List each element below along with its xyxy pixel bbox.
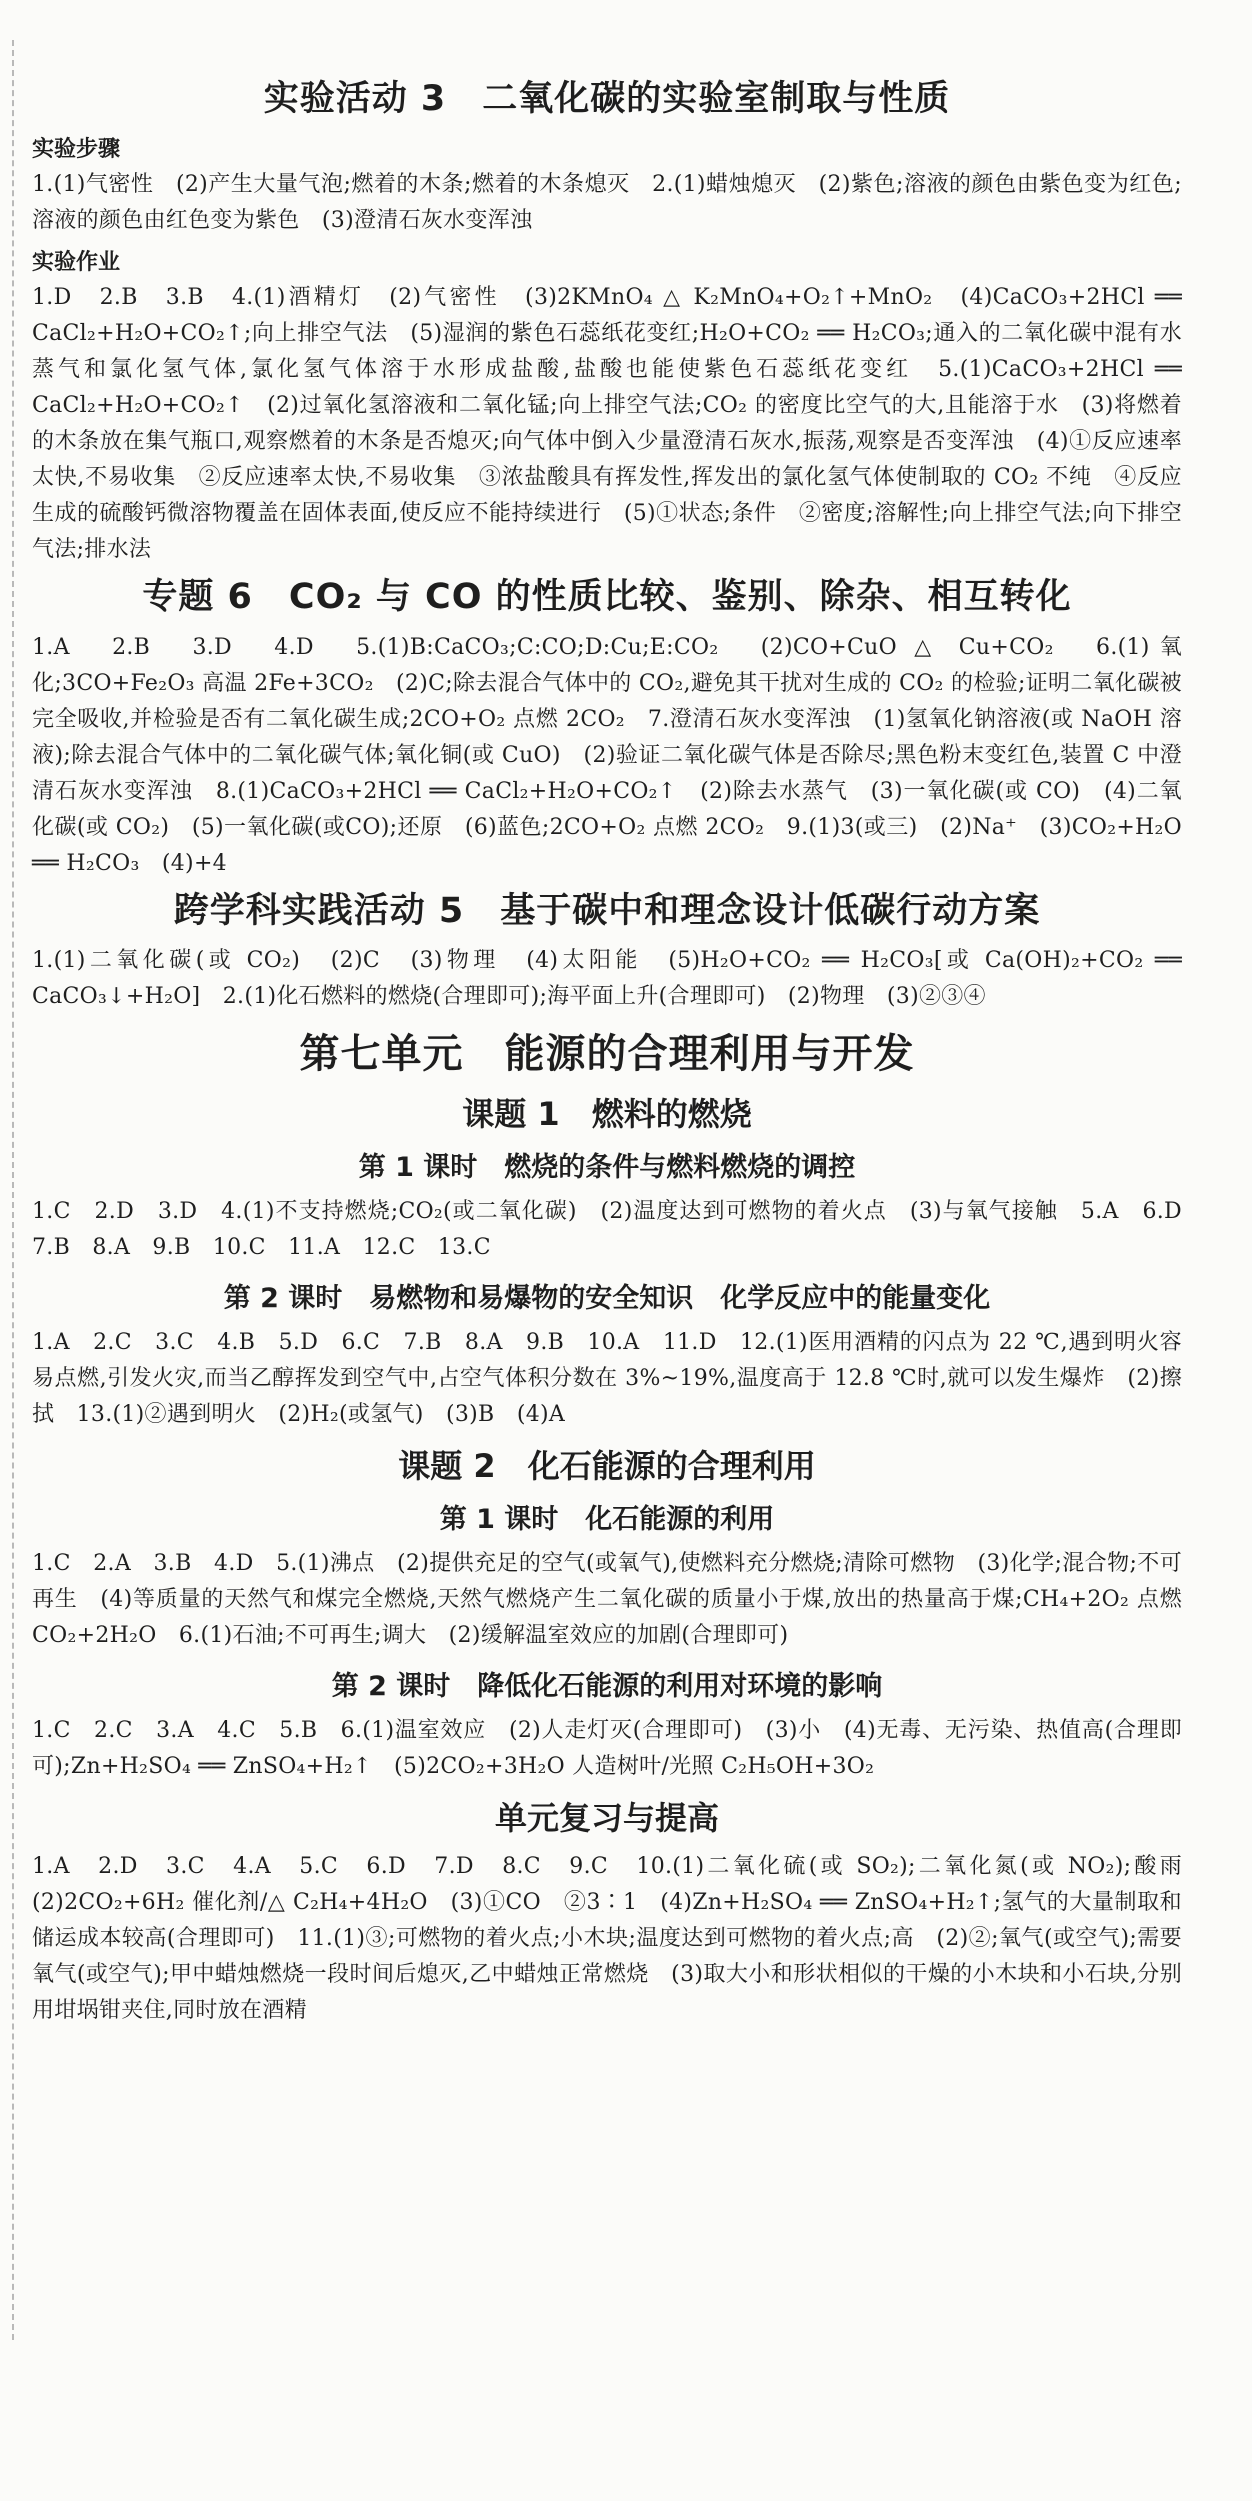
homework-answers: 1.D 2.B 3.B 4.(1)酒精灯 (2)气密性 (3)2KMnO₄ △ K₂MnO₄+O₂↑+MnO₂ (4)CaCO₃+2HCl ══ CaCl₂+H₂O+CO₂↑;向上排空气法 (5)湿润的紫色石蕊纸花变红;H₂O+CO₂ ══ H₂CO₃;通入的二氧化碳中混有水蒸气和氯化氢气体,氯化氢气体溶于水形成盐酸,盐酸也能使紫色石蕊纸花变红 5.(1)CaCO₃+2HCl ══ CaCl₂+H₂O+CO₂↑ (2)过氧化氢溶液和二氧化锰;向上排空气法;CO₂ 的密度比空气的大,且能溶于水 (3)将燃着的木条放在集气瓶口,观察燃着的木条是否熄灭;向气体中倒入少量澄清石灰水,振荡,观察是否变浑浊 (4)①反应速率太快,不易收集 ②反应速率太快,不易收集 ③浓盐酸具有挥发性,挥发出的氯化氢气体使制取的 CO₂ 不纯 ④反应生成的硫酸钙微溶物覆盖在固体表面,使反应不能持续进行 (5)①状态;条件 ②密度;溶解性;向上排空气法;向下排空气法;排水法 — [32, 284, 1182, 562]
lesson1-period2-title: 第 2 课时 易燃物和易爆物的安全知识 化学反应中的能量变化 — [223, 1283, 991, 1315]
lesson1-period1-answers: 1.C 2.D 3.D 4.(1)不支持燃烧;CO₂(或二氧化碳) (2)温度达到可燃物的着火点 (3)与氧气接触 5.A 6.D 7.B 8.A 9.B 10.C 11.A 12.C 13.C — [32, 1199, 1205, 1261]
lesson1-period1-title: 第 1 课时 燃烧的条件与燃料燃烧的调控 — [358, 1152, 856, 1184]
steps-label: 实验步骤 — [32, 136, 121, 162]
binding-margin-line — [12, 40, 14, 2340]
unit-review-answers: 1.A 2.D 3.C 4.A 5.C 6.D 7.D 8.C 9.C 10.(1)二氧化硫(或 SO₂);二氧化氮(或 NO₂);酸雨 (2)2CO₂+6H₂ 催化剂/△ C₂H₄+4H₂O (3)①CO ②3∶1 (4)Zn+H₂SO₄ ══ ZnSO₄+H₂↑;氢气的大量制取和储运成本较高(合理即可) 11.(1)③;可燃物的着火点;小木块;温度达到可燃物的着火点;高 (2)②;氧气(或空气);需要氧气(或空气);甲中蜡烛燃烧一段时间后熄灭,乙中蜡烛正常燃烧 (3)取大小和形状相似的干燥的小木块和小石块,分别用坩埚钳夹住,同时放在酒精 — [32, 1854, 1205, 2024]
lesson1-title: 课题 1 燃料的燃烧 — [462, 1095, 752, 1134]
unit7-title: 第七单元 能源的合理利用与开发 — [299, 1031, 915, 1078]
activity3-title: 实验活动 3 二氧化碳的实验室制取与性质 — [263, 79, 951, 119]
cross-activity5-answers: 1.(1)二氧化碳(或 CO₂) (2)C (3)物理 (4)太阳能 (5)H₂O+CO₂ ══ H₂CO₃[或 Ca(OH)₂+CO₂ ══ CaCO₃↓+H₂O] 2.(1)化石燃料的燃烧(合理即可);海平面上升(合理即可) (2)物理 (3)②③④ — [32, 948, 1182, 1010]
lesson2-period2-title: 第 2 课时 降低化石能源的利用对环境的影响 — [331, 1671, 883, 1703]
lesson1-period2-answers: 1.A 2.C 3.C 4.B 5.D 6.C 7.B 8.A 9.B 10.A 11.D 12.(1)医用酒精的闪点为 22 ℃,遇到明火容易点燃,引发火灾,而当乙醇挥发到空气中,占空气体积分数在 3%~19%,温度高于 12.8 ℃时,就可以发生爆炸 (2)擦拭 13.(1)②遇到明火 (2)H₂(或氢气) (3)B (4)A — [32, 1330, 1182, 1428]
cross-activity5-title: 跨学科实践活动 5 基于碳中和理念设计低碳行动方案 — [173, 890, 1041, 931]
homework-label: 实验作业 — [32, 249, 121, 275]
topic6-answers: 1.A 2.B 3.D 4.D 5.(1)B:CaCO₃;C:CO;D:Cu;E:CO₂ (2)CO+CuO △ Cu+CO₂ 6.(1)氧化;3CO+Fe₂O₃ 高温 2Fe+3CO₂ (2)C;除去混合气体中的 CO₂,避免其干扰对生成的 CO₂ 的检验;证明二氧化碳被完全吸收,并检验是否有二氧化碳生成;2CO+O₂ 点燃 2CO₂ 7.澄清石灰水变浑浊 (1)氢氧化钠溶液(或 NaOH 溶液);除去混合气体中的二氧化碳气体;氧化铜(或 CuO) (2)验证二氧化碳气体是否除尽;黑色粉末变红色,装置 C 中澄清石灰水变浑浊 8.(1)CaCO₃+2HCl ══ CaCl₂+H₂O+CO₂↑ (2)除去水蒸气 (3)一氧化碳(或 CO) (4)二氧化碳(或 CO₂) (5)一氧化碳(或CO);还原 (6)蓝色;2CO+O₂ 点燃 2CO₂ 9.(1)3(或三) (2)Na⁺ (3)CO₂+H₂O ══ H₂CO₃ (4)+4 — [32, 634, 1182, 876]
topic6-title: 专题 6 CO₂ 与 CO 的性质比较、鉴别、除杂、相互转化 — [142, 576, 1072, 617]
page-content — [32, 70, 1205, 2035]
unit-review-title: 单元复习与提高 — [494, 1799, 719, 1838]
lesson2-period1-title: 第 1 课时 化石能源的利用 — [439, 1504, 775, 1536]
lesson2-period2-answers: 1.C 2.C 3.A 4.C 5.B 6.(1)温室效应 (2)人走灯灭(合理即可) (3)小 (4)无毒、无污染、热值高(合理即可);Zn+H₂SO₄ ══ ZnSO₄+H₂↑ (5)2CO₂+3H₂O 人造树叶/光照 C₂H₅OH+3O₂ — [32, 1718, 1182, 1780]
lesson2-period1-answers: 1.C 2.A 3.B 4.D 5.(1)沸点 (2)提供充足的空气(或氧气),使燃料充分燃烧;清除可燃物 (3)化学;混合物;不可再生 (4)等质量的天然气和煤完全燃烧,天然气燃烧产生二氧化碳的质量小于煤,放出的热量高于煤;CH₄+2O₂ 点燃 CO₂+2H₂O 6.(1)石油;不可再生;调大 (2)缓解温室效应的加剧(合理即可) — [32, 1551, 1183, 1649]
lesson2-title: 课题 2 化石能源的合理利用 — [398, 1447, 816, 1486]
steps-answers: 1.(1)气密性 (2)产生大量气泡;燃着的木条;燃着的木条熄灭 2.(1)蜡烛熄灭 (2)紫色;溶液的颜色由紫色变为红色;溶液的颜色由红色变为紫色 (3)澄清石灰水变浑浊 — [32, 171, 1182, 233]
